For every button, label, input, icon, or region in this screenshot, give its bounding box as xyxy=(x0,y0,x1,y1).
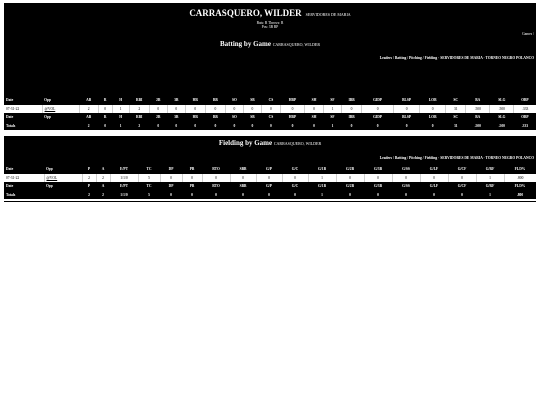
game-date: 07-31-22 xyxy=(4,105,42,114)
totals-cell: 0 xyxy=(280,122,304,131)
fielding-header-row xyxy=(4,165,536,174)
totals-cell: 0 xyxy=(225,122,243,131)
stat-cell: 0 xyxy=(392,174,420,183)
stat-cell: 0 xyxy=(182,174,202,183)
column-header: G/CF xyxy=(448,182,476,191)
column-header: H xyxy=(112,96,129,105)
column-header: SBB xyxy=(230,182,256,191)
column-header: HR xyxy=(185,96,205,105)
totals-cell: 1 xyxy=(324,122,342,131)
column-header: DP xyxy=(160,182,182,191)
totals-label: Totals xyxy=(4,191,44,200)
totals-cell: 0 xyxy=(342,122,362,131)
column-header: LOB xyxy=(420,113,446,122)
totals-cell: 0 xyxy=(182,191,202,200)
stat-cell: 1 xyxy=(476,174,504,183)
fielding-totals-row xyxy=(4,191,536,200)
column-header: A xyxy=(96,182,110,191)
totals-cell: 31 xyxy=(446,122,466,131)
stat-cell: .500 xyxy=(490,105,514,114)
stat-cell: 1 xyxy=(324,105,342,114)
stat-cell: 0 xyxy=(160,174,182,183)
stat-cell: 0 xyxy=(362,105,394,114)
stat-cell: 0 xyxy=(225,105,243,114)
totals-cell: 0 xyxy=(261,122,280,131)
column-header: G/LF xyxy=(420,182,448,191)
column-header: G/2B xyxy=(336,182,364,191)
column-header: BLSP xyxy=(394,113,420,122)
totals-cell: .500 xyxy=(466,122,490,131)
game-date: 07-31-22 xyxy=(4,174,44,183)
totals-cell: 0 xyxy=(420,122,446,131)
stat-cell: 0 xyxy=(243,105,261,114)
stat-cell: 2 xyxy=(96,174,110,183)
totals-cell: 0 xyxy=(149,122,167,131)
column-header: H xyxy=(112,113,129,122)
fielding-nav-links[interactable]: Leaders / Batting / Pitching / Fielding · SERVIDORES DE MARIA · TORNEO NEGRO POLANCO xyxy=(379,156,534,160)
totals-cell: 2 xyxy=(129,122,149,131)
column-header: CS xyxy=(261,113,280,122)
column-header: Opp xyxy=(44,165,82,174)
totals-cell: 1 xyxy=(308,191,336,200)
column-header: G/RF xyxy=(476,165,504,174)
stat-cell: 0 xyxy=(394,105,420,114)
totals-cell: 0 xyxy=(167,122,185,131)
column-header: Date xyxy=(4,165,44,174)
stat-cell: 5 xyxy=(138,174,160,183)
column-header: SH xyxy=(304,96,323,105)
column-header: SH xyxy=(304,113,323,122)
totals-cell: 0 xyxy=(364,191,392,200)
fielding-nav-bar xyxy=(4,156,536,165)
column-header: HBP xyxy=(280,113,304,122)
column-header: GIDP xyxy=(362,96,394,105)
column-header: OBP xyxy=(514,113,536,122)
column-header: G/RF xyxy=(476,182,504,191)
totals-cell: 2 xyxy=(96,191,110,200)
stat-cell: .500 xyxy=(466,105,490,114)
column-header: PB xyxy=(182,182,202,191)
stat-cell: 0 xyxy=(98,105,112,114)
column-header: BB xyxy=(205,96,225,105)
fielding-subheader-row xyxy=(4,182,536,191)
totals-cell: 2 xyxy=(79,122,98,131)
column-header: CS xyxy=(261,96,280,105)
totals-cell: 0 xyxy=(98,122,112,131)
fielding-section-header xyxy=(4,136,536,156)
column-header: Date xyxy=(4,96,42,105)
batting-section-header xyxy=(4,39,536,96)
stat-cell: 1 xyxy=(112,105,129,114)
bats-throws: Bats: R Throws: R xyxy=(256,21,284,25)
column-header: G/1B xyxy=(308,165,336,174)
column-header: OBP xyxy=(514,96,536,105)
totals-cell: 0 xyxy=(202,191,230,200)
player-position: Pos: 3B RP xyxy=(261,25,279,30)
stat-cell: 0 xyxy=(280,105,304,114)
column-header: Date xyxy=(4,182,44,191)
column-header: G/SS xyxy=(392,165,420,174)
column-header: SC xyxy=(446,96,466,105)
column-header: SO xyxy=(225,113,243,122)
player-team: SERVIDORES DE MARIA xyxy=(305,12,351,17)
column-header: G/C xyxy=(282,182,308,191)
column-header: FLD% xyxy=(504,182,536,191)
batting-subheader-row xyxy=(4,113,536,122)
column-header: RTO xyxy=(202,165,230,174)
player-header xyxy=(4,3,536,39)
column-header: RBI xyxy=(129,113,149,122)
column-header: Opp xyxy=(42,96,79,105)
totals-cell: 0 xyxy=(420,191,448,200)
stat-cell: 0 xyxy=(364,174,392,183)
stat-cell: 0 xyxy=(167,105,185,114)
totals-cell: 5 xyxy=(138,191,160,200)
opponent-link[interactable]: @VOL xyxy=(44,174,82,183)
column-header: BA xyxy=(466,96,490,105)
column-header: LOB xyxy=(420,96,446,105)
page xyxy=(4,3,536,202)
column-header: TC xyxy=(138,165,160,174)
batting-totals-row xyxy=(4,122,536,131)
column-header: BB xyxy=(205,113,225,122)
fielding-title-block xyxy=(4,136,536,147)
totals-cell: .800 xyxy=(504,191,536,200)
totals-cell: 0 xyxy=(282,191,308,200)
column-header: 3B xyxy=(167,113,185,122)
column-header: G/P xyxy=(256,165,282,174)
stat-cell: 0 xyxy=(342,105,362,114)
column-header: SBB xyxy=(230,165,256,174)
batting-subtitle: CARRASQUERO, WILDER xyxy=(272,42,320,47)
stat-cell: 0 xyxy=(336,174,364,183)
column-header: P xyxy=(82,165,96,174)
column-header: BLSP xyxy=(394,96,420,105)
column-header: SO xyxy=(225,96,243,105)
stat-cell: 2 xyxy=(82,174,96,183)
table-row xyxy=(4,174,536,183)
fielding-subtitle: CARRASQUERO, WILDER xyxy=(273,141,322,146)
column-header: SF xyxy=(324,96,342,105)
batting-header-row xyxy=(4,96,536,105)
column-header: G/P xyxy=(256,182,282,191)
stat-cell: 0 xyxy=(282,174,308,183)
column-header: FLD% xyxy=(504,165,536,174)
batting-nav-links[interactable]: Leaders / Batting / Pitching / Fielding · SERVIDORES DE MARIA · TORNEO NEGRO POLANCO xyxy=(379,56,534,60)
column-header: G/SS xyxy=(392,182,420,191)
totals-cell: 0 xyxy=(185,122,205,131)
column-header: E/PT xyxy=(110,165,138,174)
column-header: SLG xyxy=(490,96,514,105)
stat-cell: 0 xyxy=(205,105,225,114)
games-link[interactable]: Games / xyxy=(522,32,534,36)
totals-cell: 0 xyxy=(256,191,282,200)
column-header: R xyxy=(98,113,112,122)
totals-cell: .333 xyxy=(514,122,536,131)
column-header: P xyxy=(82,182,96,191)
totals-cell: 0 xyxy=(304,122,323,131)
totals-cell: 1 xyxy=(112,122,129,131)
column-header: AB xyxy=(79,96,98,105)
column-header: SB xyxy=(243,113,261,122)
totals-cell: 1/1/0 xyxy=(110,191,138,200)
column-header: HBP xyxy=(280,96,304,105)
bottom-rule xyxy=(4,201,536,202)
stat-cell: 0 xyxy=(261,105,280,114)
totals-cell xyxy=(42,122,79,131)
batting-title: Batting by Game xyxy=(220,40,271,48)
stat-cell: 1 xyxy=(308,174,336,183)
column-header: Opp xyxy=(42,113,79,122)
totals-cell: 0 xyxy=(448,191,476,200)
column-header: SB xyxy=(243,96,261,105)
totals-cell: 0 xyxy=(392,191,420,200)
totals-cell: 0 xyxy=(230,191,256,200)
table-row xyxy=(4,105,536,114)
stat-cell: 2 xyxy=(129,105,149,114)
column-header: GIDP xyxy=(362,113,394,122)
column-header: IBB xyxy=(342,113,362,122)
column-header: BA xyxy=(466,113,490,122)
totals-cell xyxy=(44,191,82,200)
stat-cell: 31 xyxy=(446,105,466,114)
column-header: 3B xyxy=(167,96,185,105)
batting-title-block xyxy=(4,39,536,48)
column-header: TC xyxy=(138,182,160,191)
stat-cell: 0 xyxy=(420,174,448,183)
column-header: E/PT xyxy=(110,182,138,191)
column-header: AB xyxy=(79,113,98,122)
stat-cell: 0 xyxy=(256,174,282,183)
column-header: G/C xyxy=(282,165,308,174)
column-header: Opp xyxy=(44,182,82,191)
stat-cell: 0 xyxy=(149,105,167,114)
stat-cell: 1/1/0 xyxy=(110,174,138,183)
column-header: DP xyxy=(160,165,182,174)
column-header: G/2B xyxy=(336,165,364,174)
stat-cell: .333 xyxy=(514,105,536,114)
totals-cell: 2 xyxy=(82,191,96,200)
fielding-table xyxy=(4,165,536,199)
column-header: 2B xyxy=(149,96,167,105)
column-header: A xyxy=(96,165,110,174)
stat-cell: 2 xyxy=(79,105,98,114)
column-header: HR xyxy=(185,113,205,122)
stat-cell: 0 xyxy=(420,105,446,114)
column-header: G/LF xyxy=(420,165,448,174)
column-header: G/3B xyxy=(364,165,392,174)
totals-cell: 0 xyxy=(394,122,420,131)
column-header: G/1B xyxy=(308,182,336,191)
fielding-title: Fielding by Game xyxy=(218,139,273,147)
column-header: G/3B xyxy=(364,182,392,191)
totals-cell: 0 xyxy=(160,191,182,200)
column-header: RTO xyxy=(202,182,230,191)
column-header: SC xyxy=(446,113,466,122)
totals-cell: 0 xyxy=(336,191,364,200)
column-header: SF xyxy=(324,113,342,122)
stat-cell: 0 xyxy=(202,174,230,183)
stat-cell: 0 xyxy=(230,174,256,183)
stat-cell: .800 xyxy=(504,174,536,183)
opponent-link[interactable]: @VOL xyxy=(42,105,79,114)
stat-cell: 0 xyxy=(304,105,323,114)
column-header: IBB xyxy=(342,96,362,105)
totals-cell: 0 xyxy=(243,122,261,131)
totals-cell: 0 xyxy=(205,122,225,131)
stat-cell: 0 xyxy=(448,174,476,183)
totals-cell: .500 xyxy=(490,122,514,131)
stat-cell: 0 xyxy=(185,105,205,114)
column-header: Date xyxy=(4,113,42,122)
column-header: SLG xyxy=(490,113,514,122)
column-header: 2B xyxy=(149,113,167,122)
column-header: R xyxy=(98,96,112,105)
totals-label: Totals xyxy=(4,122,42,131)
totals-cell: 0 xyxy=(362,122,394,131)
column-header: RBI xyxy=(129,96,149,105)
column-header: G/CF xyxy=(448,165,476,174)
column-header: PB xyxy=(182,165,202,174)
totals-cell: 1 xyxy=(476,191,504,200)
player-name: CARRASQUERO, WILDER xyxy=(189,8,302,18)
batting-table xyxy=(4,96,536,130)
